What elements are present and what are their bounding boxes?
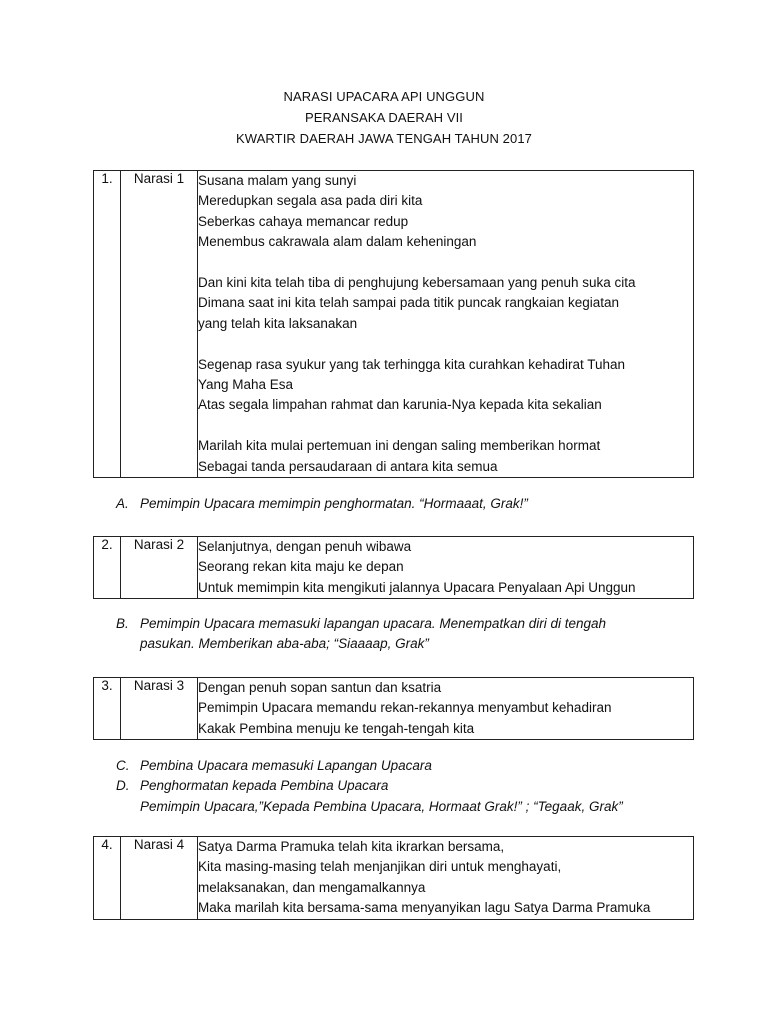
instruction-a bbox=[116, 494, 528, 514]
narasi-number: 4. bbox=[94, 837, 121, 920]
narasi-line: Atas segala limpahan rahmat dan karunia-Nya kepada kita sekalian bbox=[198, 397, 602, 413]
narasi-line: Seberkas cahaya memancar redup bbox=[198, 213, 409, 229]
narasi-number: 2. bbox=[94, 537, 121, 599]
narasi-line: Meredupkan segala asa pada diri kita bbox=[198, 193, 423, 209]
narasi-3-table bbox=[93, 677, 694, 740]
narasi-line: Menembus cakrawala alam dalam keheningan bbox=[198, 234, 477, 250]
narasi-line: Dan kini kita telah tiba di penghujung kebersamaan yang penuh suka cita bbox=[198, 275, 636, 291]
instruction-letter: C. bbox=[116, 758, 130, 773]
instruction-text: Pemimpin Upacara memasuki lapangan upacara. Menempatkan diri di tengah bbox=[140, 616, 607, 631]
narasi-line: Pemimpin Upacara memandu rekan-rekannya menyambut kehadiran bbox=[198, 700, 612, 716]
instruction-text: pasukan. Memberikan aba-aba; “Siaaaap, Grak” bbox=[140, 636, 429, 652]
narasi-line: Segenap rasa syukur yang tak terhingga kita curahkan kehadirat Tuhan bbox=[198, 356, 626, 372]
blank-line bbox=[198, 253, 693, 273]
narasi-line: Maka marilah kita bersama-sama menyanyikan lagu Satya Darma Pramuka bbox=[198, 900, 651, 916]
narasi-label: Narasi 4 bbox=[121, 837, 198, 920]
narasi-2-table bbox=[93, 536, 694, 599]
narasi-4-table bbox=[93, 836, 694, 920]
narasi-text bbox=[198, 678, 694, 740]
narasi-line: yang telah kita laksanakan bbox=[198, 315, 358, 331]
narasi-label: Narasi 1 bbox=[121, 171, 198, 478]
instruction-b bbox=[116, 614, 606, 655]
narasi-line: Susana malam yang sunyi bbox=[198, 173, 357, 188]
narasi-number: 3. bbox=[94, 678, 121, 740]
instruction-letter: D. bbox=[116, 778, 130, 794]
title-line-1: NARASI UPACARA API UNGGUN bbox=[283, 89, 485, 104]
narasi-label: Narasi 3 bbox=[121, 678, 198, 740]
narasi-line: Dimana saat ini kita telah sampai pada titik puncak rangkaian kegiatan bbox=[198, 295, 619, 311]
instruction-text: Pemimpin Upacara memimpin penghormatan. “Hormaaat, Grak!” bbox=[140, 496, 528, 511]
narasi-line: Marilah kita mulai pertemuan ini dengan saling memberikan hormat bbox=[198, 438, 601, 454]
document-title bbox=[0, 86, 768, 149]
instruction-text: Penghormatan kepada Pembina Upacara bbox=[140, 778, 389, 794]
narasi-text bbox=[198, 837, 694, 920]
blank-line bbox=[198, 416, 693, 436]
instruction-c-d bbox=[116, 756, 623, 817]
narasi-number: 1. bbox=[94, 171, 121, 478]
narasi-text bbox=[198, 171, 694, 478]
instruction-text: Pembina Upacara memasuki Lapangan Upacara bbox=[140, 758, 432, 773]
narasi-line: Sebagai tanda persaudaraan di antara kita semua bbox=[198, 458, 498, 474]
narasi-line: Yang Maha Esa bbox=[198, 377, 294, 393]
narasi-line: Untuk memimpin kita mengikuti jalannya Upacara Penyalaan Api Unggun bbox=[198, 579, 636, 595]
narasi-label: Narasi 2 bbox=[121, 537, 198, 599]
narasi-line: Satya Darma Pramuka telah kita ikrarkan bersama, bbox=[198, 839, 505, 854]
narasi-line: Kakak Pembina menuju ke tengah-tengah kita bbox=[198, 720, 475, 736]
narasi-line: Dengan penuh sopan santun dan ksatria bbox=[198, 680, 442, 695]
instruction-letter: B. bbox=[116, 616, 129, 631]
instruction-text: Pemimpin Upacara,”Kepada Pembina Upacara, Hormaat Grak!” ; “Tegaak, Grak” bbox=[140, 798, 623, 814]
narasi-text bbox=[198, 537, 694, 599]
narasi-line: Selanjutnya, dengan penuh wibawa bbox=[198, 539, 412, 554]
title-line-3: KWARTIR DAERAH JAWA TENGAH TAHUN 2017 bbox=[235, 131, 533, 146]
title-line-2: PERANSAKA DAERAH VII bbox=[304, 110, 464, 125]
instruction-letter: A. bbox=[116, 496, 129, 511]
narasi-line: Kita masing-masing telah menjanjikan diri untuk menghayati, bbox=[198, 859, 562, 875]
narasi-line: Seorang rekan kita maju ke depan bbox=[198, 559, 404, 575]
narasi-line: melaksanakan, dan mengamalkannya bbox=[198, 879, 426, 895]
blank-line bbox=[198, 334, 693, 354]
narasi-1-table bbox=[93, 170, 694, 478]
